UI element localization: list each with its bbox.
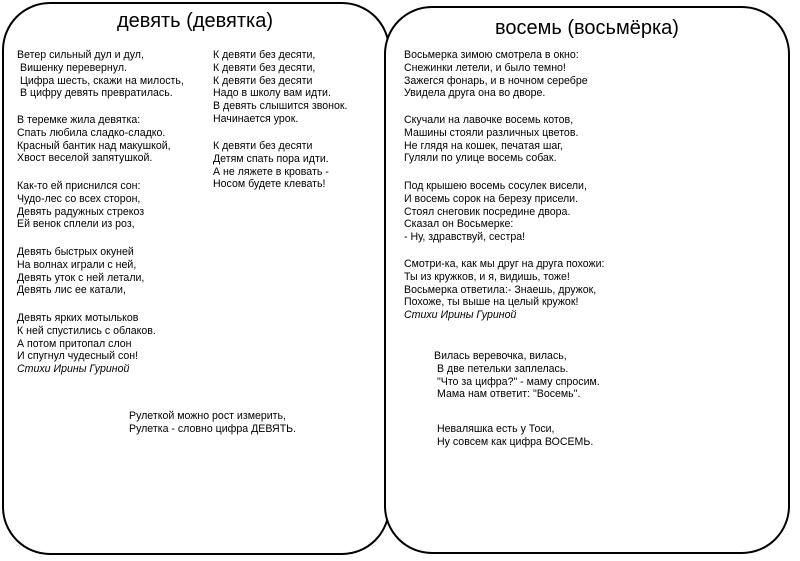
poem-line: Ветер сильный дул и дул,	[17, 49, 144, 61]
poem-line: Под крышею восемь сосулек висели,	[404, 180, 587, 192]
poem-line: На волнах играли с ней,	[17, 258, 137, 271]
poem-line: К девяти без десяти	[213, 74, 313, 87]
poem-line: Машины стояли различных цветов.	[404, 126, 579, 139]
poem-line: А не ляжете в кровать -	[213, 165, 329, 178]
poem-line: Начинается урок.	[213, 112, 299, 125]
stanza	[404, 49, 588, 100]
poem-line: Гуляли по улице восемь собак.	[404, 152, 557, 165]
poem-line: К девяти без десяти,	[213, 61, 316, 74]
poem-line: В теремке жила девятка:	[17, 114, 141, 126]
poem-line: Ей венок сплели из роз,	[17, 218, 135, 231]
poem-line: Неваляшка есть у Тоси,	[437, 423, 555, 435]
author-credit: Стихи Ирины Гуриной	[17, 363, 130, 376]
poem-line: Спать любила сладко-сладко.	[17, 126, 166, 139]
poem-line: И восемь сорок на березу присели.	[404, 192, 579, 205]
stanza	[213, 49, 347, 126]
poem-line: Девять радужных стрекоз	[17, 205, 145, 218]
poem-line: К девяти без десяти	[213, 140, 313, 152]
stanza	[404, 114, 578, 165]
poem-line: Надо в школу вам идти.	[213, 87, 331, 100]
poem-line: Вилась веревочка, вилась,	[434, 350, 567, 362]
riddle	[129, 410, 296, 436]
poem-line: Девять быстрых окуней	[17, 246, 134, 258]
poem-line: Восьмерка зимою смотрела в окно:	[404, 49, 579, 61]
poem-line: - Ну, здравствуй, сестра!	[404, 231, 526, 244]
poem-line: Девять ярких мотыльков	[17, 312, 139, 324]
stanza	[17, 114, 171, 165]
title-eight: восемь (восьмёрка)	[495, 17, 679, 39]
poem-line: И спугнул чудесный сон!	[17, 350, 139, 363]
poem-line: Зажегся фонарь, и в ночном серебре	[404, 74, 588, 87]
poem-line: В две петельки заплелась.	[437, 362, 569, 375]
poem-line: Не глядя на кошек, печатая шаг,	[404, 139, 563, 152]
poem-line: Детям спать пора идти.	[213, 152, 329, 165]
poem-line: Как-то ей приснился сон:	[17, 180, 141, 192]
stanza	[17, 246, 144, 297]
stanza	[17, 180, 144, 231]
poem-line: Похоже, ты выше на целый кружок!	[404, 296, 579, 309]
poem-line: Красный бантик над макушкой,	[17, 139, 171, 152]
poem-line: Носом будете клевать!	[213, 178, 326, 191]
stanza	[17, 312, 156, 376]
poem-line: "Что за цифра?" - маму спросим.	[437, 375, 600, 388]
poem-line: А потом притопал слон	[17, 337, 132, 350]
stanza	[213, 140, 329, 191]
poem-line: В цифру девять превратилась.	[20, 87, 173, 100]
poem-line: Скучали на лавочке восемь котов,	[404, 114, 574, 126]
stanza	[404, 258, 604, 322]
poem-line: К ней спустились с облаков.	[17, 324, 156, 337]
poem-line: Мама нам ответит: "Восемь".	[437, 388, 581, 401]
poem-line: К девяти без десяти,	[213, 49, 316, 61]
title-nine: девять (девятка)	[117, 10, 273, 32]
stanza	[434, 350, 600, 401]
poem-line: Стоял снеговик посредине двора.	[404, 205, 571, 218]
poem-line: Восьмерка ответила:- Знаешь, дружок,	[404, 283, 597, 296]
poem-line: Чудо-лес со всех сторон,	[17, 192, 141, 205]
poem-line: Смотри-ка, как мы друг на друга похожи:	[404, 258, 605, 270]
poem-line: Ну совсем как цифра ВОСЕМЬ.	[437, 435, 594, 448]
poem-line: Девять уток с ней летали,	[17, 271, 145, 284]
poem-line: Рулеткой можно рост измерить,	[129, 410, 286, 422]
poem-line: Ты из кружков, и я, видишь, тоже!	[404, 270, 570, 283]
poem-line: Хвост веселой запятушкой.	[17, 152, 153, 165]
stanza	[17, 49, 184, 100]
author-credit: Стихи Ирины Гуриной	[404, 309, 517, 322]
poem-line: Сказал он Восьмерке:	[404, 218, 514, 231]
poem-line: Цифра шесть, скажи на милость,	[20, 74, 184, 87]
stanza	[434, 423, 593, 449]
poem-line: Рулетка - словно цифра ДЕВЯТЬ.	[129, 422, 297, 435]
poem-line: Снежинки летели, и было темно!	[404, 61, 566, 74]
poem-line: Увидела друга она во дворе.	[404, 87, 546, 100]
poem-line: В девять слышится звонок.	[213, 100, 348, 113]
poem-line: Вишенку перевернул.	[20, 61, 127, 74]
stanza	[404, 180, 587, 244]
poem-line: Девять лис ее катали,	[17, 284, 126, 297]
